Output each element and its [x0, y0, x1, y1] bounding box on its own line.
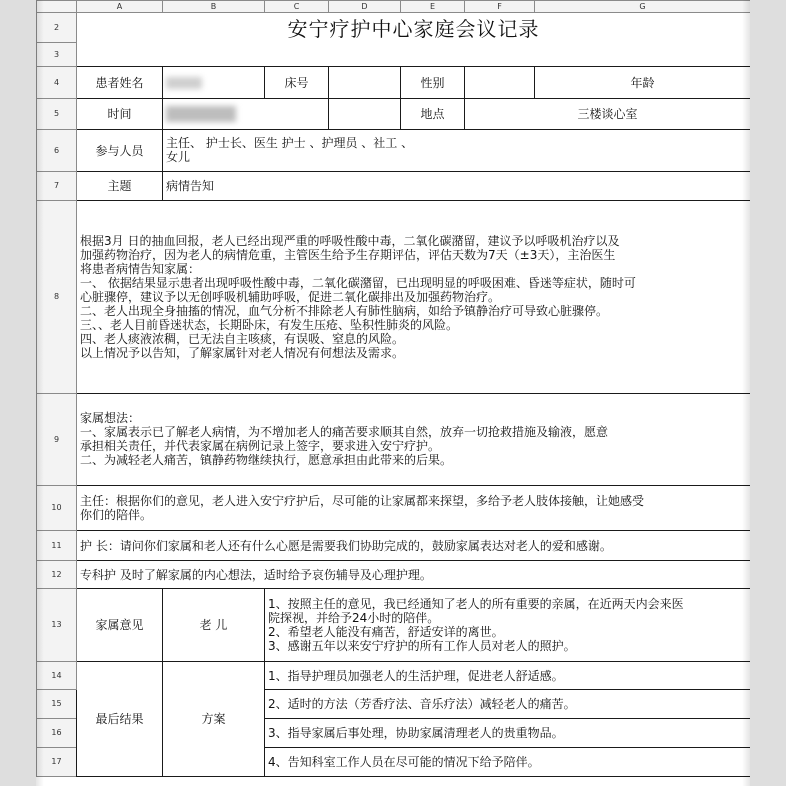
gender-value [465, 66, 535, 98]
notification-content [77, 200, 751, 393]
participants-label: 参与人员 [77, 129, 163, 171]
topic-value: 病情告知 [163, 171, 751, 200]
empty-row [77, 42, 751, 66]
row-number[interactable]: 7 [37, 171, 77, 200]
text-line: 根据3月 日的抽血回报，老人已经出现严重的呼吸性酸中毒，二氧化碳潴留，建议予以呼吸机治疗以及 [80, 233, 620, 248]
text-line: 加强药物治疗，因为老人的病情危重，主管医生给予生存期评估，评估天数为7天（±3天），主治医生 [80, 247, 616, 262]
text-line: 1、按照主任的意见，我已经通知了老人的所有重要的亲属，在近两天内会来医 [268, 596, 684, 611]
table-row [37, 661, 751, 689]
location-value: 三楼谈心室 [465, 98, 751, 129]
row-number[interactable]: 5 [37, 98, 77, 129]
row-number[interactable]: 3 [37, 42, 77, 66]
table-row [37, 485, 751, 530]
text-line: 二、老人出现全身抽搐的情况，血气分析不排除老人有肺性脑病，如给予镇静治疗可导致心脏骤停。 [80, 303, 609, 318]
text-line: 三、、老人目前昏迷状态，长期卧床，有发生压疮、坠积性肺炎的风险。 [80, 317, 459, 332]
bed-value [329, 66, 401, 98]
text-line: 将患者病情告知家属： [80, 261, 201, 276]
text-line: 心脏骤停，建议予以无创呼吸机辅助呼吸，促进二氧化碳排出及加强药物治疗。 [80, 289, 501, 304]
row-number[interactable]: 15 [37, 689, 77, 718]
gender-label: 性别 [401, 66, 465, 98]
plan-item: 2、适时的方法（芳香疗法、音乐疗法）减轻老人的痛苦。 [265, 689, 751, 718]
plan-label: 方案 [163, 661, 265, 776]
table-row [37, 129, 751, 171]
family-opinion-content [265, 588, 751, 661]
plan-item: 1、指导护理员加强老人的生活护理，促进老人舒适感。 [265, 661, 751, 689]
row-number[interactable]: 2 [37, 13, 77, 43]
participants-value [163, 129, 751, 171]
row-number[interactable]: 6 [37, 129, 77, 171]
text-line: 你们的陪伴。 [80, 507, 153, 522]
patient-name-label: 患者姓名 [77, 66, 163, 98]
head-nurse-remark: 护 长：请问你们家属和老人还有什么心愿是需要我们协助完成的，鼓励家属表达对老人的爱和感谢。 [77, 530, 751, 560]
specialist-nurse-remark: 专科护 及时了解家属的内心想法，适时给予哀伤辅导及心理护理。 [77, 560, 751, 588]
age-label: 年龄 [535, 66, 751, 98]
table-row [37, 393, 751, 485]
text-line: 承担相关责任，并代表家属在病例记录上签字，要求进入安宁疗护。 [80, 439, 441, 453]
final-result-label: 最后结果 [77, 661, 163, 776]
text-line: 3、感谢五年以来安宁疗护的所有工作人员对老人的照护。 [268, 638, 576, 653]
row-number[interactable]: 4 [37, 66, 77, 98]
row-number[interactable]: 11 [37, 530, 77, 560]
time-value [163, 98, 329, 129]
table-row [37, 588, 751, 661]
column-header-e[interactable]: E [401, 1, 465, 13]
family-member: 老 儿 [163, 588, 265, 661]
text-line: 主任：根据你们的意见，老人进入安宁疗护后，尽可能的让家属都来探望，多给予老人肢体接触，让她感受 [80, 493, 645, 508]
column-header-row [37, 1, 751, 13]
row-number[interactable]: 13 [37, 588, 77, 661]
text-line: 2、希望老人能没有痛苦，舒适安详的离世。 [268, 624, 504, 639]
text-line: 以上情况予以告知，了解家属针对老人情况有何想法及需求。 [80, 345, 405, 360]
redacted-blur [166, 77, 202, 89]
blank-cell [329, 98, 401, 129]
text-line: 院探视，并给予24小时的陪伴。 [268, 610, 440, 625]
page-title: 安宁疗护中心家庭会议记录 [77, 13, 751, 43]
row-number[interactable]: 14 [37, 661, 77, 689]
table-row [37, 66, 751, 98]
text-line: 一、家属表示已了解老人病情，为不增加老人的痛苦要求顺其自然，放弃一切抢救措施及输液，愿意 [80, 425, 609, 439]
bed-label: 床号 [265, 66, 329, 98]
text-line: 家属想法： [80, 411, 141, 425]
participants-line: 主任、 护士长、医生 护士 、护理员 、社工 、 [166, 136, 414, 150]
table-row [37, 42, 751, 66]
family-opinion-label: 家属意见 [77, 588, 163, 661]
row-number[interactable]: 9 [37, 393, 77, 485]
table-row [37, 560, 751, 588]
column-header-b[interactable]: B [163, 1, 265, 13]
time-label: 时间 [77, 98, 163, 129]
spreadsheet-page [36, 0, 750, 786]
director-remark [77, 485, 751, 530]
family-thoughts [77, 393, 751, 485]
plan-item: 4、告知科室工作人员在尽可能的情况下给予陪伴。 [265, 747, 751, 776]
text-line: 四、老人痰液浓稠，已无法自主咳痰，有误吸、窒息的风险。 [80, 331, 405, 346]
row-number[interactable]: 10 [37, 485, 77, 530]
column-header-d[interactable]: D [329, 1, 401, 13]
table-row [37, 171, 751, 200]
patient-name-value [163, 66, 265, 98]
plan-item: 3、指导家属后事处理，协助家属清理老人的贵重物品。 [265, 718, 751, 747]
corner-cell [37, 1, 77, 13]
row-number[interactable]: 8 [37, 200, 77, 393]
column-header-g[interactable]: G [535, 1, 751, 13]
redacted-blur [166, 106, 236, 122]
text-line: 一、 依据结果显示患者出现呼吸性酸中毒，二氧化碳潴留，已出现明显的呼吸困难、昏迷等症状，随时可 [80, 275, 636, 290]
row-number[interactable]: 16 [37, 718, 77, 747]
column-header-f[interactable]: F [465, 1, 535, 13]
column-header-c[interactable]: C [265, 1, 329, 13]
table-row [37, 200, 751, 393]
row-number[interactable]: 17 [37, 747, 77, 776]
column-header-a[interactable]: A [77, 1, 163, 13]
table-row [37, 98, 751, 129]
topic-label: 主题 [77, 171, 163, 200]
text-line: 二、为减轻老人痛苦，镇静药物继续执行，愿意承担由此带来的后果。 [80, 453, 453, 467]
participants-line: 女儿 [166, 150, 191, 164]
row-number[interactable]: 12 [37, 560, 77, 588]
table-row [37, 530, 751, 560]
table-row [37, 13, 751, 43]
location-label: 地点 [401, 98, 465, 129]
meeting-record-table [36, 0, 750, 777]
